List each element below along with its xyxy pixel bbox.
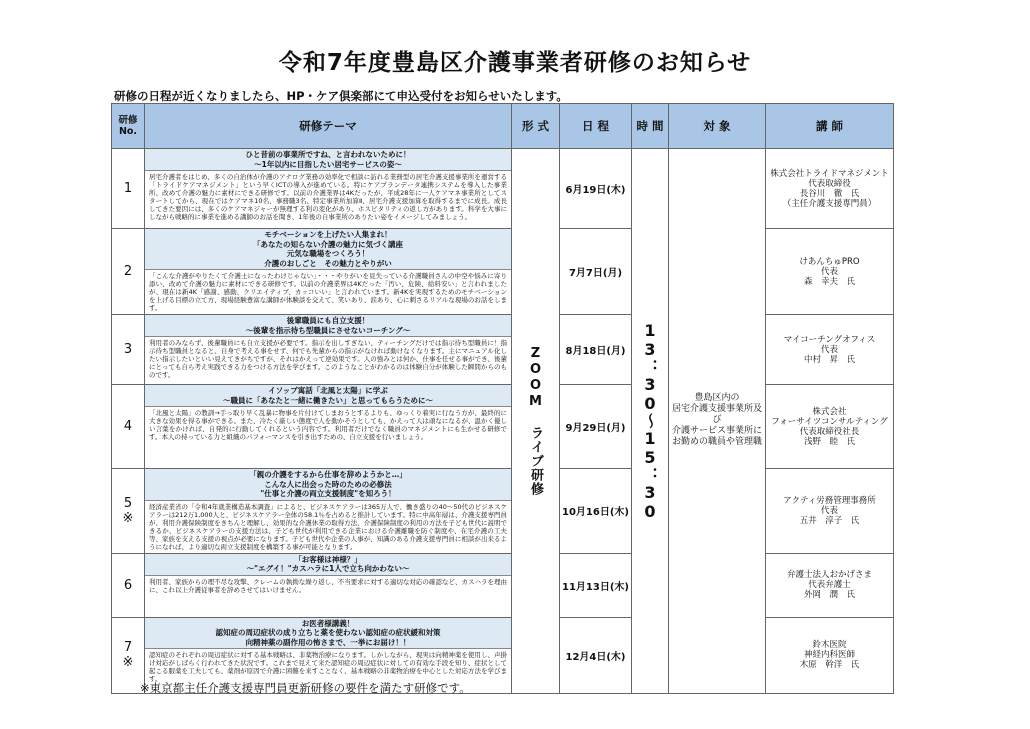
row-number — [112, 315, 145, 385]
row-date: 7月7日(月) — [560, 229, 632, 315]
row-theme — [145, 229, 512, 315]
lecturer-line: （主任介護支援専門員） — [782, 198, 877, 209]
target-line: 介護サービス事業所に — [671, 426, 762, 437]
theme-title-line: ～"エグイ！"カスハラに1人で立ち向かわない～ — [246, 564, 410, 573]
row-lecturer — [766, 149, 894, 229]
lecturer-line: 代表 — [820, 344, 838, 355]
theme-title-line: モチベーションを上げたい人集まれ！ — [264, 230, 392, 239]
theme-title-box — [145, 315, 511, 337]
row-date: 8月18日(月) — [560, 315, 632, 385]
row-lecturer — [766, 553, 894, 617]
header-no: 研修 No. — [112, 104, 145, 149]
format-value: ZOOM ライブ研修 — [528, 345, 543, 496]
row-lecturer — [766, 617, 894, 693]
training-table — [111, 103, 894, 694]
table-row — [112, 229, 894, 315]
table-row — [112, 385, 894, 469]
row-lecturer — [766, 469, 894, 554]
row-number-value: 6 — [123, 577, 133, 593]
lecturer-line: フォーサイツコンサルティング — [771, 416, 888, 427]
theme-title-box — [145, 618, 511, 650]
theme-title-line: 「親の介護をするから仕事を辞めようかと…」 — [249, 470, 407, 479]
row-number — [112, 553, 145, 617]
row-lecturer — [766, 315, 894, 385]
theme-title-line: 「お客様は神様？」 — [294, 554, 362, 564]
row-requirement-mark: ※ — [122, 655, 134, 670]
row-date: 6月19日(木) — [560, 149, 632, 229]
row-theme — [145, 315, 512, 385]
header-lecturer: 講 師 — [766, 104, 894, 149]
header-target: 対 象 — [669, 104, 766, 149]
theme-description: 利用者、家族からの理不尽な攻撃、クレームの執拗な繰り返し、不当要求に対する適切な対応の確認など、カスハラを理由に、これ以上介護従事者を辞めさせてはいけません。 — [149, 577, 507, 594]
row-number — [112, 469, 145, 554]
table-row — [112, 469, 894, 554]
lecturer-line: 五井 淳子 氏 — [799, 515, 860, 526]
row-theme — [145, 385, 512, 469]
header-time: 時 間 — [632, 104, 669, 149]
lecturer-line: 代表取締役社長 — [799, 426, 860, 437]
row-number-value: 1 — [123, 181, 133, 196]
page-title: 令和7年度豊島区介護事業者研修のお知らせ — [278, 50, 752, 76]
theme-title-line: 向精神薬の副作用の怖さまで、一挙にお届け！！ — [245, 637, 411, 647]
time-cell — [632, 149, 669, 694]
row-lecturer — [766, 385, 894, 469]
lecturer-line: 外岡 潤 氏 — [803, 590, 855, 600]
theme-title-line: こんな人に出会った時のための必修法 — [264, 479, 392, 489]
row-number-value: 7 — [123, 640, 133, 655]
row-date: 12月4日(木) — [560, 617, 632, 693]
theme-title-line: 元気な職場をつくろう！ — [286, 249, 370, 258]
theme-title-line: 後輩職員にも自立支援！ — [286, 316, 370, 325]
header-theme: 研修テーマ — [145, 104, 512, 149]
theme-title-box — [145, 229, 511, 270]
theme-description: 認知症のそれぞれの周辺症状に対する基本戦略は、非薬物治療になります。しかしながら、現実は向精神薬を使用し、声掛け対応がしばらく行われてきた状況です。これまで見えて来た認知症の周辺症状に対しての有効な手段を知り、症状として起こる服薬を工夫しても、薬剤が原因で介護に困難を来すことなく、基本戦略の非薬物治療を中心とした対応方法を学びます。 — [149, 651, 507, 683]
lecturer-line: マイコーチングオフィス — [783, 334, 876, 345]
lecturer-line: 代表 — [820, 266, 838, 277]
theme-title-line: お医者様講義！ — [301, 618, 355, 628]
lecturer-line: 株式会社 — [812, 406, 847, 417]
lecturer-line: アクティ労務管理事務所 — [783, 495, 876, 506]
format-cell — [512, 149, 560, 694]
target-line: 豊島区内の — [694, 393, 740, 404]
lecturer-line: 弁護士法人おかげさま — [786, 570, 872, 580]
row-date: 9月29日(月) — [560, 385, 632, 469]
theme-title-line: ～後輩を指示待ち型職員にさせないコーチング～ — [245, 325, 411, 335]
lecturer-line: 株式会社トライドマネジメント — [770, 168, 889, 179]
theme-title-line: 認知症の周辺症状の成り立ちと薬を使わない認知症の症状緩和対策 — [215, 628, 441, 637]
theme-description: 利用者のみならず、後輩職員にも自立支援が必要です。指示を出しすぎない、ティーチングだけでは指示待ち型職員に！指示待ち型職員となると、自身で考える事をせず、何でも先輩からの指示がなければ動けなくなります。主にマニュアル化したい指示したいといい見えてきがちですが、それはかえって逆効果です。人の強みとは何か、仕事を任せる事ができ、後輩にとっても自ら考え実践できる力をつける方法を学びます。このようなことがわかるのは体験自分が体験した瞬間からのものです。 — [149, 339, 507, 379]
theme-title-box — [145, 385, 511, 407]
lecturer-line: 長谷川 徹 氏 — [799, 188, 860, 199]
lecturer-line: 代表弁護士 — [808, 580, 851, 590]
header-date: 日 程 — [560, 104, 632, 149]
lecturer-line: けあんちゅPRO — [799, 256, 860, 267]
theme-title-line: ひと昔前の事業所ですね、と言われないために！ — [245, 150, 411, 159]
row-theme — [145, 553, 512, 617]
lecturer-line: 鈴木医院 — [812, 640, 847, 650]
target-line: 居宅介護支援事業所及び — [671, 404, 762, 426]
theme-description: 「北風と太陽」の教訓→手っ取り早く乱暴に物事を片付けてしまおうとするよりも、ゆっくり着実に行なう方が、最終的に大きな効果を得る事ができる。また、冷たく厳しい態度で人を動かそうとしても、かえって人は頑なになるが、温かく優しい言葉をかければ、自発的に行動してくれるという内容です。利用者だけでなく職員のマネジメントにも生かせる研修です。本人の持っている力と組織のパフォーマンスを引き出すための、自立支援を行いましょう。 — [149, 409, 507, 441]
theme-title-box — [145, 149, 511, 171]
lecturer-line: 代表取締役 — [808, 178, 851, 189]
theme-title-line: ～1年以内に目指したい居宅サービスの姿～ — [254, 159, 402, 169]
lecturer-line: 森 幸夫 氏 — [803, 276, 855, 287]
lecturer-line: 浅野 睦 氏 — [803, 436, 855, 447]
table-header-row — [112, 104, 894, 149]
row-date: 11月13日(木) — [560, 553, 632, 617]
theme-title-box — [145, 554, 511, 576]
lecturer-line: 代表 — [820, 505, 838, 516]
row-number-value: 4 — [123, 419, 133, 434]
row-theme — [145, 149, 512, 229]
header-format: 形 式 — [512, 104, 560, 149]
row-number-value: 5 — [123, 495, 133, 511]
row-date: 10月16日(木) — [560, 469, 632, 554]
theme-description: 経済産業省の「令和4年就業構造基本調査」によると、ビジネスケアラーは365万人で、働き盛りの40～50代のビジネスケアラーは212万1,000人と、ビジネスケアラー全体の58.1％を占めると推計しています。特に中高年層は、介護支援専門員が、利用介護保険制度をきちんと理解し、効果的な介護休業の取得方法、介護保険制度の利用の方法を子ども世代に説明できるか、ビジネスケアラーの支援方法は、子ども世代が利用できる企業における介護離職を防ぐ制度や、在宅介護の工夫等、家族を支える支援の視点が必要になります。子ども世代や企業の人事が、知識のある介護支援専門員に相談が出来るようになれば、より適切な両立支援制度を構築する事が可能となります。 — [149, 502, 507, 551]
lecturer-line: 神経内科医師 — [803, 650, 855, 660]
target-cell — [669, 149, 766, 694]
theme-description: 居宅介護者をはじめ、多くの自治体が介護のアナログ業務の効率化で相談に訪れる業務型の居宅介護支援事業所を運営する「トライドケアマネジメント」という早くICTの導入が進めている。特にケアプランデータ連携システムを導入した事業所、改めて介護の魅力に素材にできる研修です。以前の介護業界は4Kだったが、平成28年に一人ケアマネ事業所としてスタートしてから、現在ではケアマネ10名、事務職3名、特定事業所加算Ⅱ、居宅介護支援加算を取得するまでに成長。成長してきた要因には、多くのケアマネジャーが無理する利の変化があり、ホスピタリティの返し方があります。科学を大事にしながら戦略的に事業を進める講師のお話を聞き、1年後の自事業所のありたい姿をイメージしてみましょう。 — [149, 173, 507, 221]
lecturer-line: 中村 昇 氏 — [803, 354, 855, 365]
theme-title-line: "仕事と介護の両立支援制度"を知ろう！ — [260, 489, 396, 498]
row-number-value: 3 — [123, 342, 133, 357]
theme-title-line: ～職員に「あなたと一緒に働きたい」と思ってもらうために～ — [223, 395, 433, 405]
row-number-value: 2 — [123, 264, 133, 279]
row-lecturer — [766, 229, 894, 315]
theme-title-box — [145, 469, 511, 501]
row-requirement-mark: ※ — [122, 510, 134, 526]
theme-description: 「こんな介護がやりたくて介護士になったわけじゃない」・・・やりがいを見失っている介護職員さんの中空や悩みに寄り添い、改めて介護の魅力に素材にできる研修です。以前の介護業界は4Kだった「汚い、危険、給料安い」と言われましたが、現在は新4K「感謝、感動、クリエイティブ、カッコいい」と言われています。新4Kを実現するためのモチベーションを上げる目標の立て方、現場経験豊富な講師が体験談を交えて、笑いあり、涙あり、心に刺さるリアルな現場のお話をします。 — [149, 272, 507, 312]
theme-title-line: 「あなたの知らない介護の魅力に気づく講座 — [253, 239, 403, 249]
row-theme — [145, 469, 512, 554]
row-number — [112, 385, 145, 469]
footnote: ※東京都主任介護支援専門員更新研修の要件を満たす研修です。 — [140, 681, 471, 695]
theme-title-line: 介護のおしごと その魅力とやりがい — [264, 258, 392, 268]
row-number — [112, 149, 145, 229]
target-line: お勤めの職員や管理職 — [671, 437, 762, 448]
lecturer-line: 木原 幹洋 氏 — [799, 660, 860, 670]
table-row — [112, 149, 894, 229]
row-number — [112, 229, 145, 315]
subtitle: 研修の日程が近くなりましたら、HP・ケア倶楽部にて申込受付をお知らせいたします。 — [114, 89, 568, 103]
table-row — [112, 315, 894, 385]
table-row — [112, 553, 894, 617]
time-value: 13：30～15：30 — [640, 320, 660, 521]
theme-title-line: イソップ寓話「北風と太陽」に学ぶ — [268, 386, 388, 395]
